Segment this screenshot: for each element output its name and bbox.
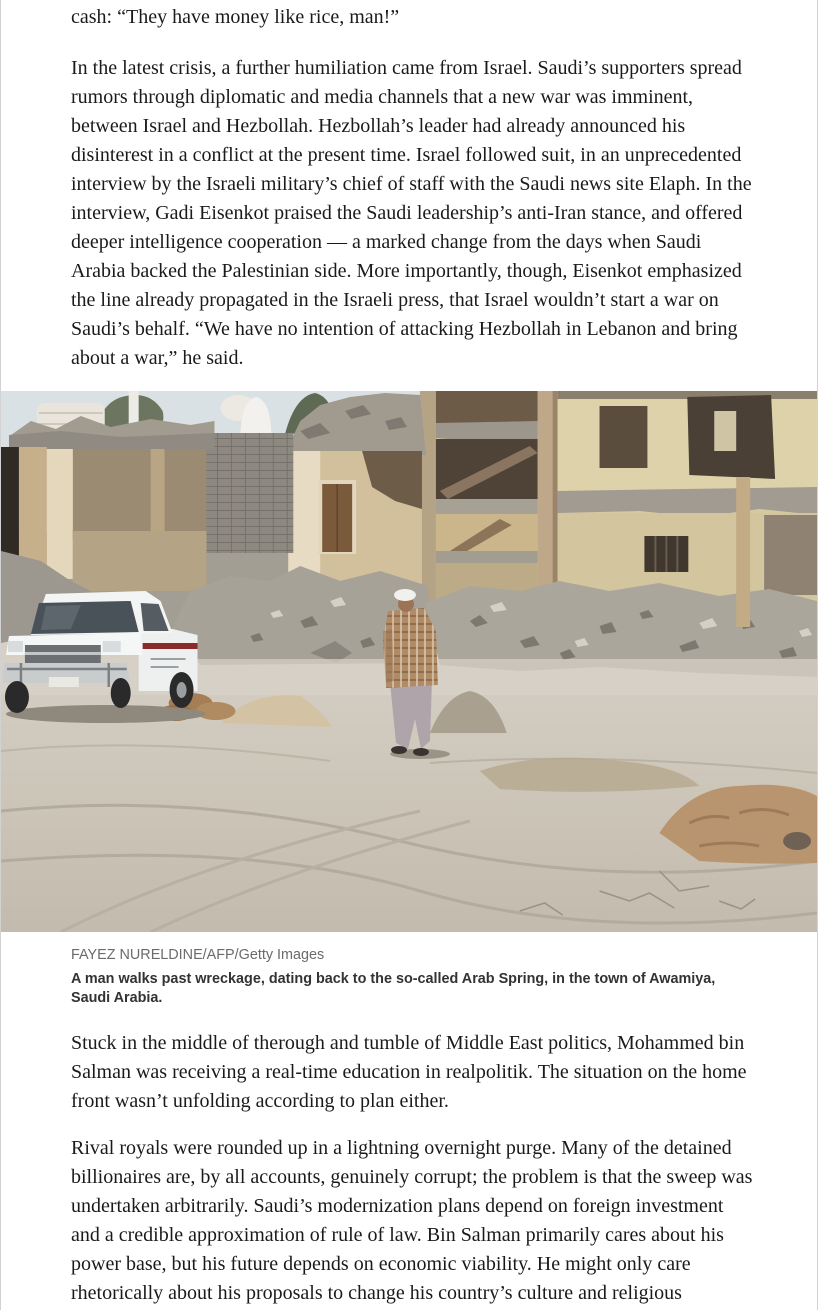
man-shoe <box>391 746 407 754</box>
text-line: Salman was receiving a real-time education in realpolitik. The situation on the home <box>71 1061 747 1083</box>
caption-line: A man walks past wreckage, dating back to the so-called Arab Spring, in the town of Awamiya, <box>71 971 716 987</box>
text-line: the line already propagated in the Israeli press, that Israel wouldn’t start a war on <box>71 289 719 311</box>
debris-object <box>783 832 811 850</box>
wreckage-photo-illustration <box>1 391 817 932</box>
paragraph-purge <box>71 1134 752 1308</box>
text-line: deeper intelligence cooperation — a marked change from the days when Saudi <box>71 231 702 253</box>
man-white-cap <box>394 589 416 601</box>
text-line: Saudi’s behalf. “We have no intention of attacking Hezbollah in Lebanon and bring <box>71 318 738 340</box>
text-line: and a credible approximation of rule of law. Bin Salman primarily cares about his <box>71 1224 724 1246</box>
text-line: rumors through diplomatic and media channels that a new war was imminent, <box>71 86 694 108</box>
text-line: power base, but his future depends on economic viability. He might only care <box>71 1253 691 1275</box>
ruined-building-right <box>420 391 817 616</box>
text-line: between Israel and Hezbollah. Hezbollah’s leader had already announced his <box>71 115 686 137</box>
text-line: billionaires are, by all accounts, genuinely corrupt; the problem is that the sweep was <box>71 1166 753 1188</box>
headlight <box>8 641 23 652</box>
truck-wheel <box>111 678 131 708</box>
text-line: front wasn’t unfolding according to plan either. <box>71 1090 449 1112</box>
floor-slab <box>436 421 538 441</box>
truck-side-stripe <box>143 643 198 649</box>
grille-chrome-bar <box>25 652 101 655</box>
ruined-building-middle <box>285 393 426 591</box>
text-line: Arabia backed the Palestinian side. More importantly, though, Eisenkot emphasized <box>71 260 742 282</box>
text-line: undertaken arbitrarily. Saudi’s modernization plans depend on foreign investment <box>71 1195 724 1217</box>
text-line: interview, Gadi Eisenkot praised the Saudi leadership’s anti-Iran stance, and offered <box>71 202 743 224</box>
text-line: Stuck in the middle of therough and tumble of Middle East politics, Mohammed bin <box>71 1032 745 1054</box>
text-line: In the latest crisis, a further humiliation came from Israel. Saudi’s supporters spread <box>71 57 742 79</box>
sandbag <box>196 702 236 720</box>
floor-slab <box>436 551 538 563</box>
text-line: rhetorically about his proposals to change his country’s culture and religious <box>71 1282 682 1304</box>
shaded-interior <box>73 449 207 539</box>
truck-wheel <box>5 681 29 713</box>
lower-wall <box>73 531 207 591</box>
text-line: about a war,” he said. <box>71 347 244 369</box>
text-line: disinterest in a conflict at the present time. Israel followed suit, in an unprecedented <box>71 144 742 166</box>
paragraph-realpolitik <box>71 1029 747 1116</box>
floor-slab <box>436 499 538 514</box>
photo-credit: FAYEZ NURELDINE/AFP/Getty Images <box>71 947 325 963</box>
text-line: cash: “They have money like rice, man!” <box>71 6 400 28</box>
broken-roof-edge <box>558 391 817 399</box>
wheel-rim <box>177 682 187 698</box>
article-photo <box>1 391 817 932</box>
shadowed-wall <box>764 515 817 595</box>
paragraph-fragment <box>71 3 399 32</box>
paragraph-israel-crisis <box>71 54 752 373</box>
man-shoe <box>413 748 429 756</box>
sunlit-wall <box>47 449 73 579</box>
truck-shadow <box>6 705 206 723</box>
headlight <box>103 641 121 652</box>
text-line: interview by the Israeli military’s chief of staff with the Saudi news site Elaph. In the <box>71 173 752 195</box>
wall-opening <box>600 406 648 468</box>
upper-wall <box>558 391 817 491</box>
block-wall <box>205 433 293 553</box>
interior-top <box>436 391 538 423</box>
photo-caption <box>71 970 715 1008</box>
license-plate <box>49 677 79 687</box>
standing-pole <box>736 477 750 627</box>
text-line: Rival royals were rounded up in a lightning overnight purge. Many of the detained <box>71 1137 732 1159</box>
wall-fragment <box>714 411 736 451</box>
caption-line: Saudi Arabia. <box>71 990 163 1006</box>
